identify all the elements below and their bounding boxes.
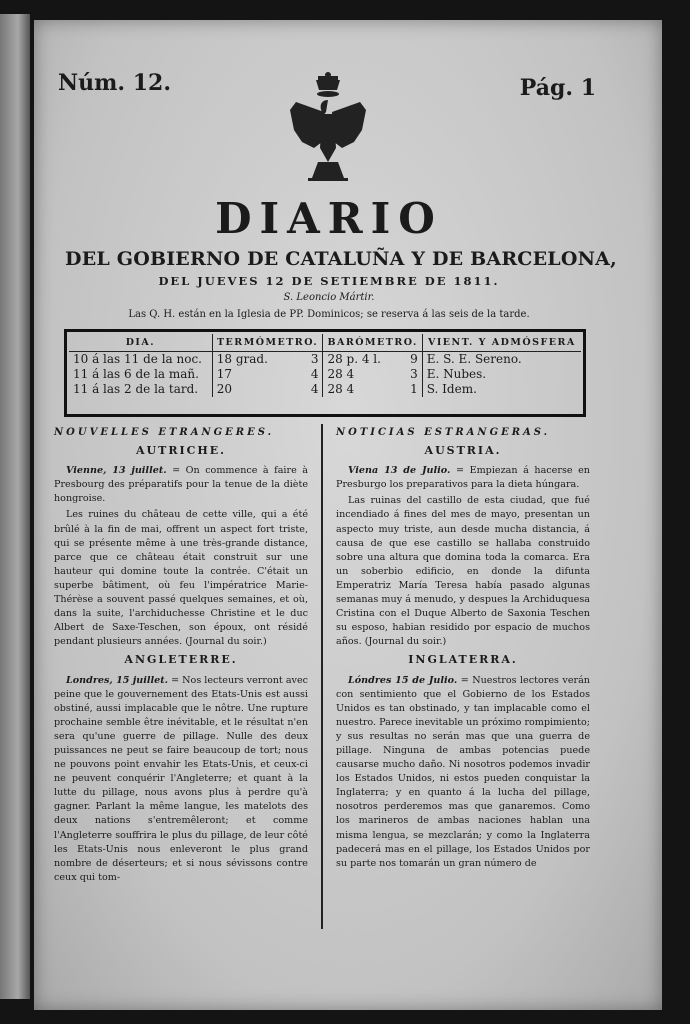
weather-temp-frac: 4 — [299, 382, 323, 397]
weather-header-wind: VIENT. Y ADMÓSFERA — [422, 334, 581, 352]
weather-temp: 20 — [216, 382, 233, 396]
weather-day: 10 á las 11 de la noc. — [69, 352, 212, 368]
article-paragraph: Las ruinas del castillo de esta ciudad, que fué incendiado á fines del mes de mayo, presentan un aspecto muy triste, aun desde mucha distancia, á causa de que ese castillo se hallaba construido sobre una altura que domina toda la comarca. Era un soberbio edificio, en donde la difunta Emperatriz María Teresa había pasado algunas semanas muy á menudo, y despues la Archiduquesa Cristina con el Duque Alberto de Saxonia Teschen su esposo, habian residido por espacio de muchos años. (Journal du soir.) — [336, 495, 590, 648]
weather-temp: 17 — [216, 367, 233, 381]
weather-row — [69, 352, 581, 368]
article-text: = Nos lecteurs verront avec peine que le gouvernement des Etats-Unis est aussi obstiné, aussi implacable que le nôtre. Une rupture prochaine semble être inévitable, et le résultat n'en sera qu'une guerre de pillage. Nulle des deux puissances ne peut se faire beaucoup de tort; nous ne pouvons point envahir les Etats-Unis, et ceux-ci ne peuvent conquérir l'Angleterre; et quant à la lutte du pillage, nous avons plus à perdre qu'à gagner. Parlant la même langue, les matelots des deux nations s'entremêleront; et comme l'Angleterre souffrira le plus du pillage, de leur côté les Etats-Unis nous enleveront le plus grand nombre de déserteurs; et si nous sévissons contre ceux qui tom- — [54, 674, 309, 883]
article-dateline: Londres, 15 juillet. — [66, 674, 169, 686]
weather-row — [69, 382, 581, 397]
spanish-column — [336, 426, 590, 873]
saint-of-day: S. Leoncio Mártir. — [283, 292, 375, 303]
issue-number: Núm. 12. — [58, 70, 171, 96]
country-heading: AUTRICHE. — [136, 444, 226, 458]
weather-header-barometer: BARÓMETRO. — [323, 334, 422, 352]
weather-day: 11 á las 6 de la mañ. — [69, 367, 212, 382]
article-paragraph — [54, 464, 308, 506]
weather-baro-frac: 1 — [402, 382, 423, 397]
weather-table — [64, 329, 586, 417]
article-paragraph: Les ruines du château de cette ville, qui a été brûlé à la fin de mai, offrent un aspect fort triste, qui se présente même à une très-grande distance, parce que ce château était construit sur une hauteur qui domine toute la contrée. C'était un superbe bâtiment, où feu l'impératrice Marie-Thérèse a souvent passé quelques semaines, et où, dans la suite, l'archiduchesse Christine et le duc Albert de Saxe-Teschen, son époux, ont résidé pendant plusieurs années. (Journal du soir.) — [54, 509, 308, 648]
weather-baro-frac: 3 — [402, 367, 423, 382]
article-paragraph — [336, 674, 590, 871]
section-heading: NOTICIAS ESTRANGERAS. — [336, 427, 551, 438]
weather-wind: S. Idem. — [426, 382, 477, 396]
newspaper-title: DIARIO — [215, 194, 443, 243]
weather-day: 11 á las 2 de la tard. — [69, 382, 212, 397]
newspaper-subtitle: DEL GOBIERNO DE CATALUÑA Y DE BARCELONA, — [65, 248, 617, 270]
adjacent-page-edge — [0, 14, 30, 999]
article-dateline: Viena 13 de Julio. — [348, 465, 451, 477]
newspaper-page — [34, 20, 662, 1010]
page-number: Pág. 1 — [519, 75, 596, 101]
weather-temp: 18 grad. — [216, 352, 268, 366]
article-paragraph — [336, 464, 590, 492]
weather-wind: E. Nubes. — [426, 367, 487, 381]
eagle-crest-icon — [288, 70, 368, 190]
french-column — [54, 426, 308, 887]
weather-baro: 28 4 — [327, 382, 355, 396]
column-divider — [321, 424, 323, 929]
section-heading: NOUVELLES ETRANGERES. — [54, 427, 275, 438]
church-notice: Las Q. H. están en la Iglesia de PP. Dominicos; se reserva á las seis de la tarde. — [128, 309, 530, 320]
weather-temp-frac: 3 — [299, 352, 323, 368]
article-text: = Nuestros lectores verán con sentimiento que el Gobierno de los Estados Unidos es tan obstinado, y tan implacable como el nuestro. Parece inevitable un próximo rompimiento; y sus resultas no serán mas que una guerra de pillage. Ninguna de ambas potencias puede causarse mucho daño. Ni nosotros podemos invadir los Estados Unidos, ni estos pueden conquistar la Inglaterra; y en quanto á la lucha del pillage, nosotros perderemos mas que ganaremos. Como los marineros de ambas naciones hablan una misma lengua, se mezclarán; y como la Inglaterra padecerá mas en el pillage, los Estados Unidos por su parte nos tomarán un gran número de — [336, 674, 591, 869]
weather-baro: 28 p. 4 l. — [327, 352, 381, 366]
weather-baro-frac: 9 — [402, 352, 423, 368]
country-heading: INGLATERRA. — [408, 653, 518, 667]
country-heading: ANGLETERRE. — [124, 653, 238, 667]
dateline: DEL JUEVES 12 DE SETIEMBRE DE 1811. — [158, 274, 500, 288]
weather-header-thermometer: TERMÓMETRO. — [212, 334, 323, 352]
article-text: = On commence à faire à Presbourg des préparatifs pour la tenue de la diète hongroise. — [54, 465, 308, 505]
weather-wind: E. S. E. Sereno. — [426, 352, 522, 366]
country-heading: AUSTRIA. — [424, 444, 502, 458]
weather-temp-frac: 4 — [299, 367, 323, 382]
article-paragraph — [54, 674, 308, 885]
weather-row — [69, 367, 581, 382]
article-text: = Empiezan á hacerse en Presburgo los preparativos para la dieta húngara. — [336, 465, 590, 491]
weather-baro: 28 4 — [327, 367, 355, 381]
weather-header-day: DIA. — [69, 334, 212, 352]
article-dateline: Lóndres 15 de Julio. — [348, 674, 458, 686]
article-dateline: Vienne, 13 juillet. — [66, 465, 167, 477]
